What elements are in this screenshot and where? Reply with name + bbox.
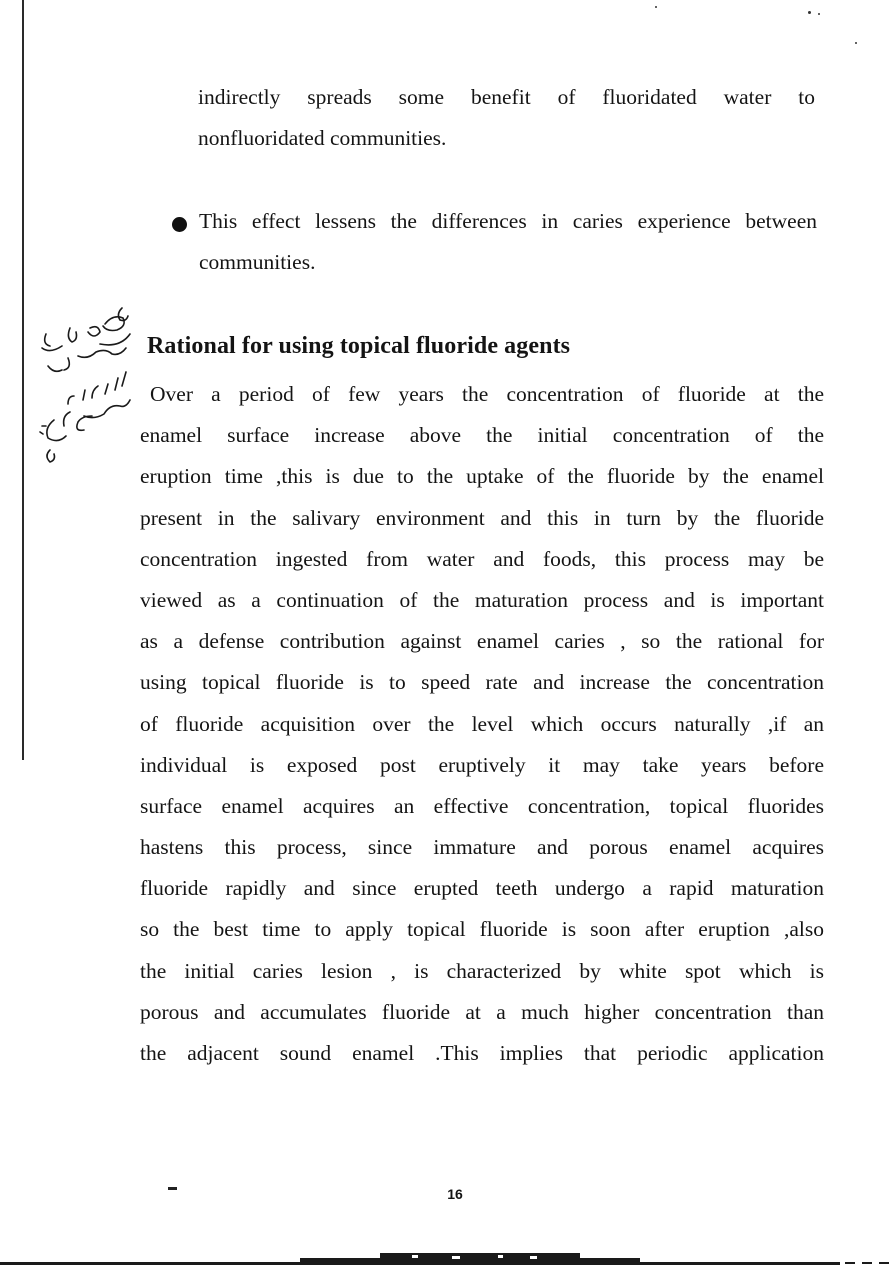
text-line: individual is exposed post eruptively it may take years before [140,752,824,777]
text-line: This effect lessens the differences in caries experience between [199,209,817,233]
body-paragraph [140,374,824,1074]
text-line: indirectly spreads some benefit of fluoridated water to [198,85,815,109]
text-line: as a defense contribution against enamel caries , so the rational for [140,629,824,654]
text-line: eruption time ,this is due to the uptake of the fluoride by the enamel [140,464,824,489]
text-line: the initial caries lesion , is characterized by white spot which is [140,958,824,983]
text-line: fluoride rapidly and since erupted teeth undergo a rapid maturation [140,876,824,901]
scan-bottom-edge [0,1248,895,1266]
intro-paragraph [198,77,815,159]
text-line: present in the salivary environment and this in turn by the fluoride [140,505,824,530]
text-line: the adjacent sound enamel .This implies that periodic application [140,1041,824,1065]
text-line: nonfluoridated communities. [198,126,447,151]
bullet-text [199,201,817,283]
scan-speck [855,42,857,44]
text-line: viewed as a continuation of the maturation process and is important [140,587,824,612]
page-number: 16 [447,1186,463,1202]
scan-speck [808,11,811,14]
scan-speck [818,13,820,15]
text-line: surface enamel acquires an effective concentration, topical fluorides [140,793,824,818]
text-line: hastens this process, since immature and porous enamel acquires [140,835,824,860]
text-line: using topical fluoride is to speed rate and increase the concentration [140,670,824,695]
scan-margin-line [22,0,24,760]
section-heading: Rational for using topical fluoride agents [147,333,571,359]
text-line: of fluoride acquisition over the level which occurs naturally ,if an [140,711,824,736]
bullet-dot-icon [172,217,187,232]
text-line: enamel surface increase above the initial concentration of the [140,423,824,448]
scan-speck [655,6,657,8]
text-line: so the best time to apply topical fluoride is soon after eruption ,also [140,917,824,942]
text-line: porous and accumulates fluoride at a much higher concentration than [140,999,824,1024]
text-line: communities. [199,250,316,275]
text-line: Over a period of few years the concentration of fluoride at the [150,382,824,406]
text-line: concentration ingested from water and foods, this process may be [140,546,824,571]
